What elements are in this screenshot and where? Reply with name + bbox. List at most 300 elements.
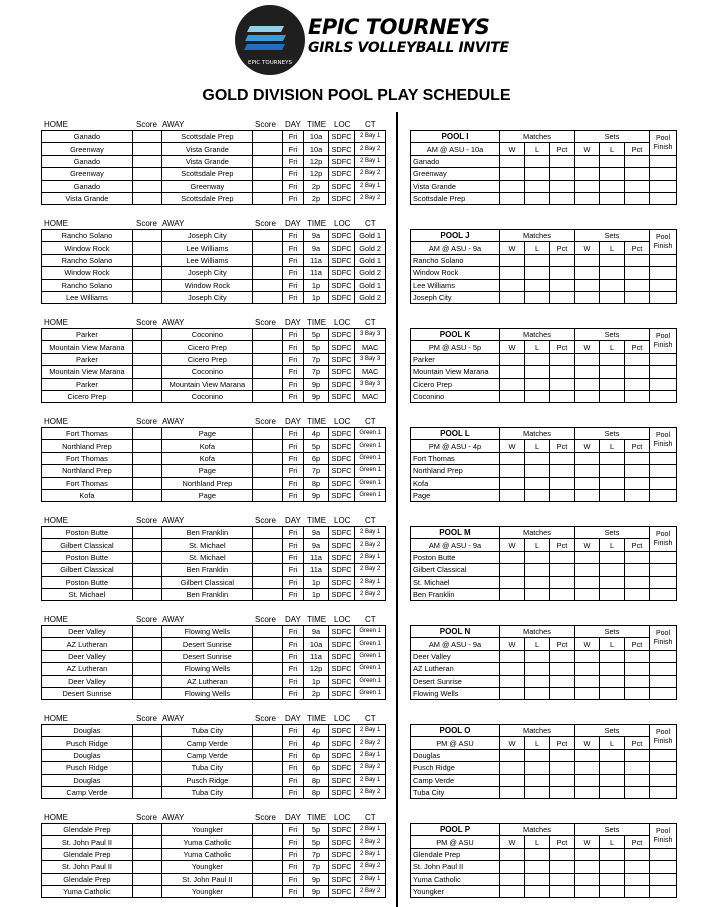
standing-cell[interactable] — [525, 848, 550, 860]
standing-cell[interactable] — [650, 885, 677, 897]
standing-cell[interactable] — [525, 254, 550, 266]
away-score-cell[interactable] — [253, 465, 283, 477]
standing-cell[interactable] — [625, 279, 650, 291]
standing-cell[interactable] — [600, 848, 625, 860]
standing-cell[interactable] — [500, 774, 525, 786]
standing-cell[interactable] — [650, 378, 677, 390]
standing-cell[interactable] — [600, 168, 625, 180]
standing-cell[interactable] — [525, 762, 550, 774]
standing-cell[interactable] — [650, 180, 677, 192]
standing-cell[interactable] — [575, 551, 600, 563]
away-score-cell[interactable] — [253, 564, 283, 576]
standing-cell[interactable] — [600, 873, 625, 885]
standing-cell[interactable] — [550, 465, 575, 477]
standing-cell[interactable] — [650, 291, 677, 303]
home-score-cell[interactable] — [132, 737, 162, 749]
standing-cell[interactable] — [650, 254, 677, 266]
standing-cell[interactable] — [550, 749, 575, 761]
standing-cell[interactable] — [575, 663, 600, 675]
standing-cell[interactable] — [550, 180, 575, 192]
standing-cell[interactable] — [500, 378, 525, 390]
standing-cell[interactable] — [600, 489, 625, 501]
away-score-cell[interactable] — [253, 551, 283, 563]
standing-cell[interactable] — [550, 155, 575, 167]
standing-cell[interactable] — [550, 663, 575, 675]
standing-cell[interactable] — [625, 477, 650, 489]
standing-cell[interactable] — [625, 452, 650, 464]
away-score-cell[interactable] — [253, 341, 283, 353]
standing-cell[interactable] — [575, 786, 600, 798]
standing-cell[interactable] — [500, 254, 525, 266]
standing-cell[interactable] — [625, 786, 650, 798]
standing-cell[interactable] — [600, 465, 625, 477]
home-score-cell[interactable] — [132, 390, 162, 402]
standing-cell[interactable] — [525, 687, 550, 699]
standing-cell[interactable] — [600, 687, 625, 699]
standing-cell[interactable] — [550, 588, 575, 600]
standing-cell[interactable] — [625, 749, 650, 761]
standing-cell[interactable] — [575, 861, 600, 873]
standing-cell[interactable] — [650, 675, 677, 687]
home-score-cell[interactable] — [132, 378, 162, 390]
away-score-cell[interactable] — [253, 786, 283, 798]
away-score-cell[interactable] — [253, 291, 283, 303]
standing-cell[interactable] — [600, 279, 625, 291]
standing-cell[interactable] — [650, 564, 677, 576]
standing-cell[interactable] — [500, 267, 525, 279]
standing-cell[interactable] — [500, 786, 525, 798]
home-score-cell[interactable] — [132, 428, 162, 440]
standing-cell[interactable] — [525, 168, 550, 180]
away-score-cell[interactable] — [253, 576, 283, 588]
standing-cell[interactable] — [600, 786, 625, 798]
standing-cell[interactable] — [650, 477, 677, 489]
away-score-cell[interactable] — [253, 539, 283, 551]
home-score-cell[interactable] — [132, 564, 162, 576]
away-score-cell[interactable] — [253, 329, 283, 341]
standing-cell[interactable] — [600, 353, 625, 365]
standing-cell[interactable] — [525, 180, 550, 192]
standing-cell[interactable] — [525, 576, 550, 588]
home-score-cell[interactable] — [132, 267, 162, 279]
standing-cell[interactable] — [650, 576, 677, 588]
home-score-cell[interactable] — [132, 143, 162, 155]
standing-cell[interactable] — [525, 885, 550, 897]
home-score-cell[interactable] — [132, 675, 162, 687]
standing-cell[interactable] — [600, 749, 625, 761]
away-score-cell[interactable] — [253, 626, 283, 638]
standing-cell[interactable] — [525, 353, 550, 365]
standing-cell[interactable] — [600, 885, 625, 897]
standing-cell[interactable] — [525, 465, 550, 477]
standing-cell[interactable] — [500, 366, 525, 378]
standing-cell[interactable] — [625, 551, 650, 563]
standing-cell[interactable] — [575, 576, 600, 588]
standing-cell[interactable] — [525, 551, 550, 563]
away-score-cell[interactable] — [253, 192, 283, 204]
standing-cell[interactable] — [525, 267, 550, 279]
standing-cell[interactable] — [650, 353, 677, 365]
standing-cell[interactable] — [575, 749, 600, 761]
away-score-cell[interactable] — [253, 267, 283, 279]
home-score-cell[interactable] — [132, 576, 162, 588]
standing-cell[interactable] — [525, 279, 550, 291]
standing-cell[interactable] — [500, 848, 525, 860]
standing-cell[interactable] — [525, 378, 550, 390]
home-score-cell[interactable] — [132, 663, 162, 675]
home-score-cell[interactable] — [132, 749, 162, 761]
standing-cell[interactable] — [600, 378, 625, 390]
standing-cell[interactable] — [550, 762, 575, 774]
home-score-cell[interactable] — [132, 131, 162, 143]
home-score-cell[interactable] — [132, 786, 162, 798]
standing-cell[interactable] — [500, 749, 525, 761]
standing-cell[interactable] — [650, 192, 677, 204]
standing-cell[interactable] — [575, 267, 600, 279]
standing-cell[interactable] — [600, 366, 625, 378]
home-score-cell[interactable] — [132, 527, 162, 539]
standing-cell[interactable] — [600, 861, 625, 873]
standing-cell[interactable] — [650, 279, 677, 291]
standing-cell[interactable] — [600, 390, 625, 402]
away-score-cell[interactable] — [253, 230, 283, 242]
standing-cell[interactable] — [550, 564, 575, 576]
standing-cell[interactable] — [625, 378, 650, 390]
standing-cell[interactable] — [550, 168, 575, 180]
standing-cell[interactable] — [650, 452, 677, 464]
standing-cell[interactable] — [550, 576, 575, 588]
away-score-cell[interactable] — [253, 527, 283, 539]
standing-cell[interactable] — [500, 489, 525, 501]
standing-cell[interactable] — [625, 576, 650, 588]
home-score-cell[interactable] — [132, 192, 162, 204]
home-score-cell[interactable] — [132, 452, 162, 464]
standing-cell[interactable] — [550, 267, 575, 279]
standing-cell[interactable] — [550, 885, 575, 897]
standing-cell[interactable] — [600, 192, 625, 204]
standing-cell[interactable] — [600, 291, 625, 303]
standing-cell[interactable] — [500, 588, 525, 600]
standing-cell[interactable] — [625, 489, 650, 501]
standing-cell[interactable] — [550, 687, 575, 699]
standing-cell[interactable] — [550, 291, 575, 303]
home-score-cell[interactable] — [132, 650, 162, 662]
standing-cell[interactable] — [550, 861, 575, 873]
home-score-cell[interactable] — [132, 824, 162, 836]
standing-cell[interactable] — [650, 749, 677, 761]
standing-cell[interactable] — [525, 861, 550, 873]
standing-cell[interactable] — [525, 452, 550, 464]
standing-cell[interactable] — [600, 254, 625, 266]
away-score-cell[interactable] — [253, 180, 283, 192]
away-score-cell[interactable] — [253, 452, 283, 464]
standing-cell[interactable] — [575, 687, 600, 699]
home-score-cell[interactable] — [132, 180, 162, 192]
standing-cell[interactable] — [575, 873, 600, 885]
away-score-cell[interactable] — [253, 428, 283, 440]
standing-cell[interactable] — [575, 774, 600, 786]
standing-cell[interactable] — [525, 291, 550, 303]
standing-cell[interactable] — [650, 762, 677, 774]
standing-cell[interactable] — [625, 366, 650, 378]
home-score-cell[interactable] — [132, 230, 162, 242]
away-score-cell[interactable] — [253, 675, 283, 687]
standing-cell[interactable] — [575, 465, 600, 477]
standing-cell[interactable] — [600, 650, 625, 662]
standing-cell[interactable] — [625, 564, 650, 576]
standing-cell[interactable] — [625, 465, 650, 477]
away-score-cell[interactable] — [253, 650, 283, 662]
standing-cell[interactable] — [500, 452, 525, 464]
standing-cell[interactable] — [575, 291, 600, 303]
standing-cell[interactable] — [550, 675, 575, 687]
away-score-cell[interactable] — [253, 353, 283, 365]
standing-cell[interactable] — [550, 477, 575, 489]
standing-cell[interactable] — [625, 192, 650, 204]
standing-cell[interactable] — [525, 192, 550, 204]
standing-cell[interactable] — [575, 390, 600, 402]
away-score-cell[interactable] — [253, 762, 283, 774]
home-score-cell[interactable] — [132, 638, 162, 650]
standing-cell[interactable] — [525, 663, 550, 675]
standing-cell[interactable] — [550, 873, 575, 885]
standing-cell[interactable] — [625, 885, 650, 897]
home-score-cell[interactable] — [132, 873, 162, 885]
standing-cell[interactable] — [525, 155, 550, 167]
standing-cell[interactable] — [650, 873, 677, 885]
standing-cell[interactable] — [550, 378, 575, 390]
standing-cell[interactable] — [575, 168, 600, 180]
away-score-cell[interactable] — [253, 774, 283, 786]
home-score-cell[interactable] — [132, 489, 162, 501]
standing-cell[interactable] — [600, 551, 625, 563]
standing-cell[interactable] — [650, 267, 677, 279]
standing-cell[interactable] — [650, 774, 677, 786]
standing-cell[interactable] — [650, 465, 677, 477]
standing-cell[interactable] — [650, 489, 677, 501]
standing-cell[interactable] — [525, 873, 550, 885]
home-score-cell[interactable] — [132, 353, 162, 365]
standing-cell[interactable] — [550, 489, 575, 501]
standing-cell[interactable] — [575, 452, 600, 464]
standing-cell[interactable] — [500, 477, 525, 489]
home-score-cell[interactable] — [132, 725, 162, 737]
home-score-cell[interactable] — [132, 242, 162, 254]
standing-cell[interactable] — [575, 489, 600, 501]
home-score-cell[interactable] — [132, 836, 162, 848]
standing-cell[interactable] — [650, 155, 677, 167]
home-score-cell[interactable] — [132, 626, 162, 638]
home-score-cell[interactable] — [132, 366, 162, 378]
standing-cell[interactable] — [575, 477, 600, 489]
away-score-cell[interactable] — [253, 663, 283, 675]
standing-cell[interactable] — [550, 192, 575, 204]
standing-cell[interactable] — [500, 675, 525, 687]
standing-cell[interactable] — [500, 873, 525, 885]
standing-cell[interactable] — [500, 564, 525, 576]
standing-cell[interactable] — [600, 576, 625, 588]
away-score-cell[interactable] — [253, 737, 283, 749]
away-score-cell[interactable] — [253, 366, 283, 378]
home-score-cell[interactable] — [132, 861, 162, 873]
standing-cell[interactable] — [625, 687, 650, 699]
standing-cell[interactable] — [625, 762, 650, 774]
standing-cell[interactable] — [525, 749, 550, 761]
home-score-cell[interactable] — [132, 774, 162, 786]
standing-cell[interactable] — [575, 192, 600, 204]
home-score-cell[interactable] — [132, 440, 162, 452]
away-score-cell[interactable] — [253, 477, 283, 489]
standing-cell[interactable] — [575, 155, 600, 167]
standing-cell[interactable] — [550, 848, 575, 860]
away-score-cell[interactable] — [253, 824, 283, 836]
standing-cell[interactable] — [650, 861, 677, 873]
standing-cell[interactable] — [575, 675, 600, 687]
standing-cell[interactable] — [500, 465, 525, 477]
standing-cell[interactable] — [625, 390, 650, 402]
away-score-cell[interactable] — [253, 440, 283, 452]
home-score-cell[interactable] — [132, 551, 162, 563]
standing-cell[interactable] — [575, 366, 600, 378]
home-score-cell[interactable] — [132, 155, 162, 167]
away-score-cell[interactable] — [253, 687, 283, 699]
home-score-cell[interactable] — [132, 465, 162, 477]
standing-cell[interactable] — [550, 786, 575, 798]
standing-cell[interactable] — [575, 588, 600, 600]
standing-cell[interactable] — [600, 774, 625, 786]
standing-cell[interactable] — [625, 675, 650, 687]
away-score-cell[interactable] — [253, 489, 283, 501]
standing-cell[interactable] — [625, 588, 650, 600]
standing-cell[interactable] — [500, 192, 525, 204]
standing-cell[interactable] — [575, 564, 600, 576]
standing-cell[interactable] — [525, 489, 550, 501]
standing-cell[interactable] — [625, 168, 650, 180]
away-score-cell[interactable] — [253, 168, 283, 180]
standing-cell[interactable] — [500, 687, 525, 699]
standing-cell[interactable] — [650, 786, 677, 798]
standing-cell[interactable] — [575, 762, 600, 774]
standing-cell[interactable] — [550, 254, 575, 266]
standing-cell[interactable] — [525, 675, 550, 687]
standing-cell[interactable] — [600, 477, 625, 489]
standing-cell[interactable] — [525, 650, 550, 662]
standing-cell[interactable] — [600, 155, 625, 167]
away-score-cell[interactable] — [253, 836, 283, 848]
standing-cell[interactable] — [625, 873, 650, 885]
away-score-cell[interactable] — [253, 131, 283, 143]
away-score-cell[interactable] — [253, 390, 283, 402]
home-score-cell[interactable] — [132, 885, 162, 897]
standing-cell[interactable] — [575, 254, 600, 266]
standing-cell[interactable] — [625, 254, 650, 266]
standing-cell[interactable] — [625, 663, 650, 675]
standing-cell[interactable] — [650, 588, 677, 600]
standing-cell[interactable] — [625, 848, 650, 860]
standing-cell[interactable] — [500, 663, 525, 675]
standing-cell[interactable] — [500, 885, 525, 897]
standing-cell[interactable] — [550, 774, 575, 786]
standing-cell[interactable] — [575, 885, 600, 897]
standing-cell[interactable] — [550, 551, 575, 563]
standing-cell[interactable] — [500, 168, 525, 180]
away-score-cell[interactable] — [253, 588, 283, 600]
away-score-cell[interactable] — [253, 885, 283, 897]
home-score-cell[interactable] — [132, 477, 162, 489]
away-score-cell[interactable] — [253, 279, 283, 291]
standing-cell[interactable] — [575, 353, 600, 365]
standing-cell[interactable] — [550, 279, 575, 291]
away-score-cell[interactable] — [253, 242, 283, 254]
standing-cell[interactable] — [600, 267, 625, 279]
standing-cell[interactable] — [550, 452, 575, 464]
standing-cell[interactable] — [500, 861, 525, 873]
home-score-cell[interactable] — [132, 539, 162, 551]
standing-cell[interactable] — [600, 675, 625, 687]
standing-cell[interactable] — [500, 551, 525, 563]
standing-cell[interactable] — [600, 762, 625, 774]
standing-cell[interactable] — [525, 564, 550, 576]
home-score-cell[interactable] — [132, 341, 162, 353]
standing-cell[interactable] — [650, 168, 677, 180]
standing-cell[interactable] — [550, 353, 575, 365]
home-score-cell[interactable] — [132, 279, 162, 291]
standing-cell[interactable] — [500, 390, 525, 402]
standing-cell[interactable] — [575, 180, 600, 192]
home-score-cell[interactable] — [132, 168, 162, 180]
standing-cell[interactable] — [500, 291, 525, 303]
home-score-cell[interactable] — [132, 762, 162, 774]
away-score-cell[interactable] — [253, 848, 283, 860]
standing-cell[interactable] — [500, 576, 525, 588]
away-score-cell[interactable] — [253, 749, 283, 761]
standing-cell[interactable] — [650, 390, 677, 402]
standing-cell[interactable] — [600, 663, 625, 675]
standing-cell[interactable] — [500, 650, 525, 662]
standing-cell[interactable] — [650, 551, 677, 563]
standing-cell[interactable] — [625, 650, 650, 662]
away-score-cell[interactable] — [253, 143, 283, 155]
standing-cell[interactable] — [600, 180, 625, 192]
standing-cell[interactable] — [525, 774, 550, 786]
standing-cell[interactable] — [500, 279, 525, 291]
standing-cell[interactable] — [525, 366, 550, 378]
away-score-cell[interactable] — [253, 861, 283, 873]
standing-cell[interactable] — [550, 390, 575, 402]
standing-cell[interactable] — [575, 378, 600, 390]
standing-cell[interactable] — [525, 477, 550, 489]
standing-cell[interactable] — [500, 180, 525, 192]
standing-cell[interactable] — [650, 663, 677, 675]
standing-cell[interactable] — [650, 366, 677, 378]
standing-cell[interactable] — [625, 155, 650, 167]
standing-cell[interactable] — [600, 564, 625, 576]
standing-cell[interactable] — [500, 353, 525, 365]
away-score-cell[interactable] — [253, 725, 283, 737]
standing-cell[interactable] — [650, 650, 677, 662]
away-score-cell[interactable] — [253, 873, 283, 885]
home-score-cell[interactable] — [132, 291, 162, 303]
away-score-cell[interactable] — [253, 254, 283, 266]
standing-cell[interactable] — [500, 155, 525, 167]
standing-cell[interactable] — [575, 279, 600, 291]
home-score-cell[interactable] — [132, 329, 162, 341]
standing-cell[interactable] — [625, 267, 650, 279]
standing-cell[interactable] — [525, 786, 550, 798]
standing-cell[interactable] — [500, 762, 525, 774]
standing-cell[interactable] — [625, 291, 650, 303]
standing-cell[interactable] — [625, 861, 650, 873]
